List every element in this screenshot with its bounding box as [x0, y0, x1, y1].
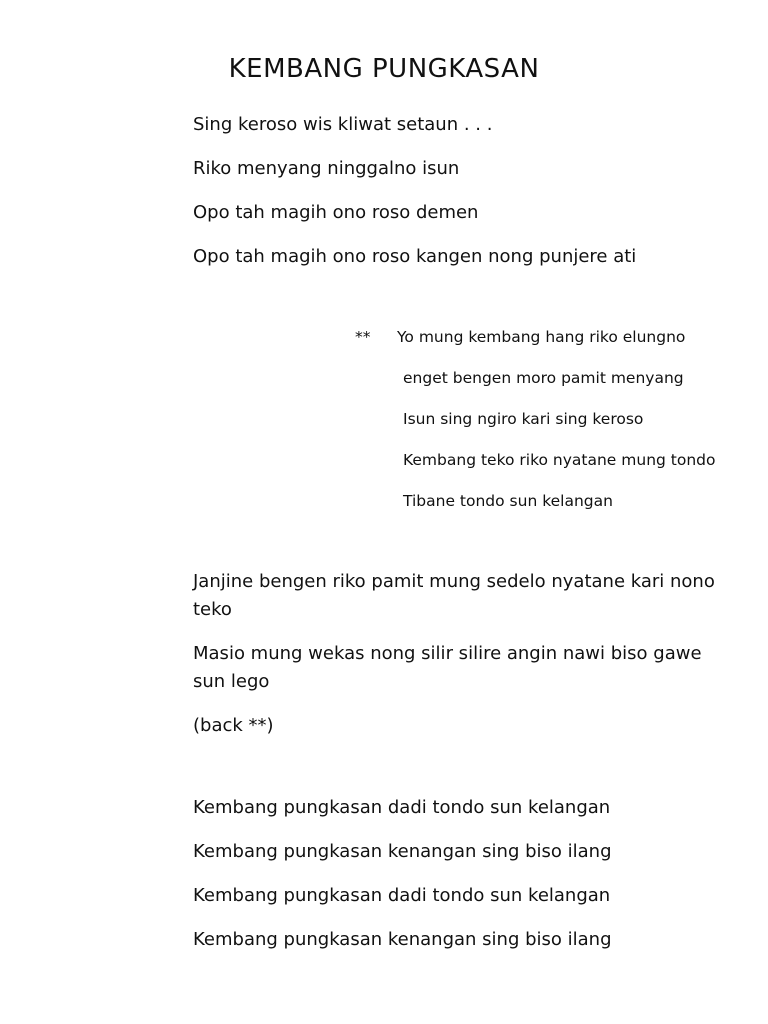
verse-line: Riko menyang ninggalno isun: [193, 158, 460, 179]
verse-line: Kembang pungkasan dadi tondo sun kelangan: [193, 797, 611, 818]
chorus: [355, 325, 755, 530]
verse-line: Kembang pungkasan dadi tondo sun kelangan: [193, 885, 611, 906]
song-title: KEMBANG PUNGKASAN: [228, 54, 540, 84]
verse-line: Masio mung wekas nong silir silire angin nawi biso gawe sun lego: [193, 643, 702, 692]
verse-1: [193, 111, 733, 287]
verse-line: Opo tah magih ono roso kangen nong punjere ati: [193, 246, 637, 267]
verse-line: Kembang pungkasan kenangan sing biso ilang: [193, 841, 612, 862]
verse-line: Kembang pungkasan kenangan sing biso ilang: [193, 929, 612, 950]
verse-line: Sing keroso wis kliwat setaun . . .: [193, 114, 493, 135]
chorus-line: enget bengen moro pamit menyang: [403, 369, 684, 387]
verse-2: [193, 568, 728, 756]
chorus-line: Kembang teko riko nyatane mung tondo: [403, 451, 716, 469]
verse-3: [193, 794, 733, 970]
chorus-line: Isun sing ngiro kari sing keroso: [403, 410, 644, 428]
chorus-line-text: Yo mung kembang hang riko elungno: [397, 328, 686, 346]
verse-line: Opo tah magih ono roso demen: [193, 202, 479, 223]
verse-line: Janjine bengen riko pamit mung sedelo nyatane kari nono teko: [193, 571, 715, 620]
chorus-line: Tibane tondo sun kelangan: [403, 492, 613, 510]
chorus-line: [355, 325, 755, 366]
chorus-marker: **: [355, 328, 371, 346]
repeat-instruction: (back **): [193, 715, 274, 736]
